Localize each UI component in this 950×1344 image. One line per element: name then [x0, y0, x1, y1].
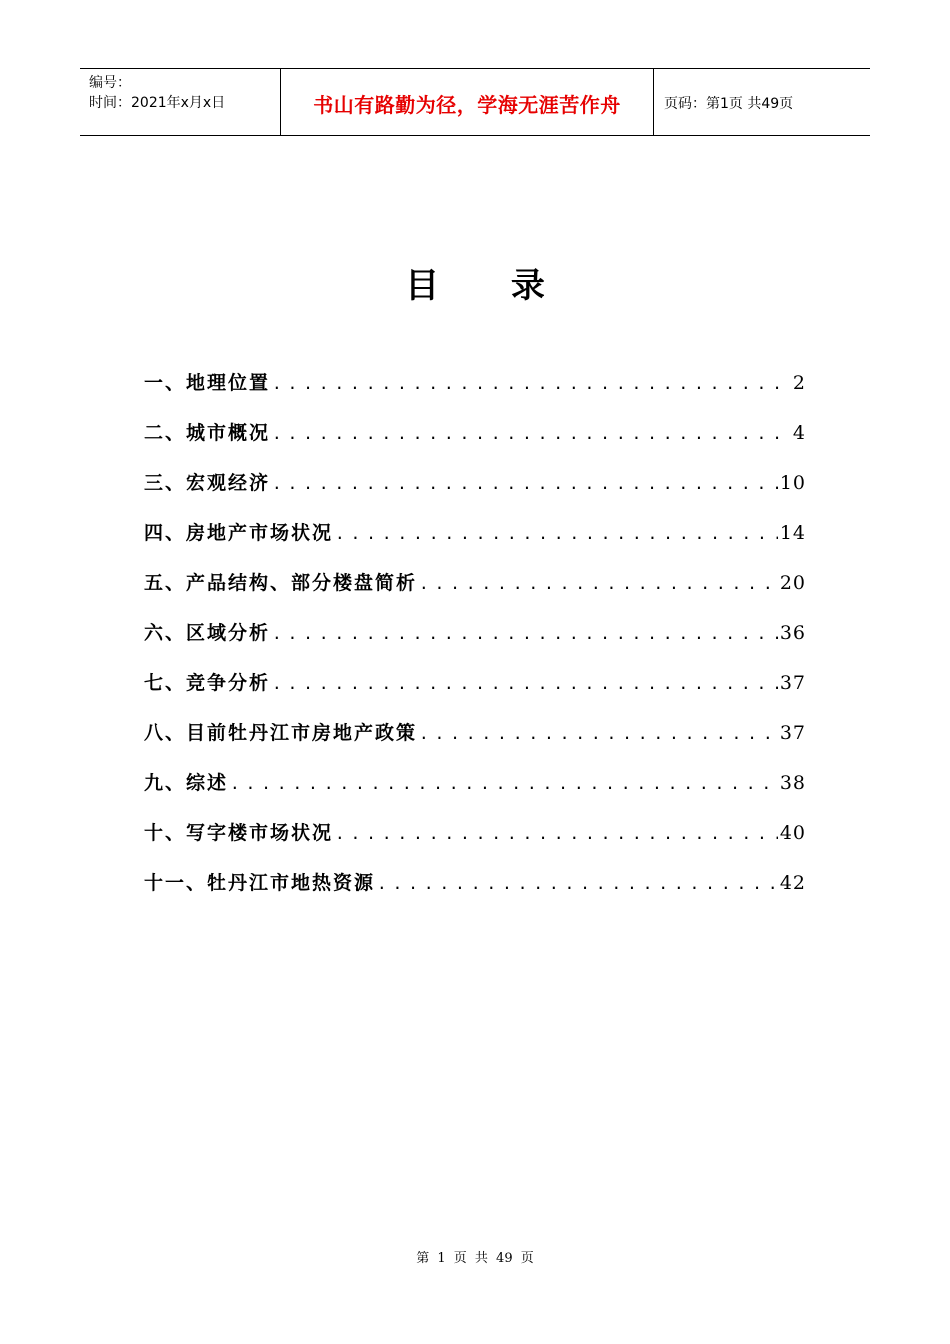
toc-leader-dots: [419, 724, 778, 743]
toc-item[interactable]: [144, 768, 806, 818]
toc-leader-dots: [335, 524, 778, 543]
toc-item-page: 2: [792, 372, 806, 394]
toc-item-label: 九、综述: [144, 772, 229, 794]
toc-item-page: 40: [779, 822, 806, 844]
toc-item[interactable]: [144, 518, 806, 568]
document-time-label: 时间：2021年x月x日: [89, 95, 226, 111]
toc-item-label: 六、区域分析: [144, 622, 271, 644]
toc-item-label: 十一、牡丹江市地热资源: [144, 872, 376, 894]
toc-item[interactable]: [144, 868, 806, 918]
toc-leader-dots: [272, 474, 778, 493]
toc-item-page: 4: [792, 422, 806, 444]
document-number-label: 编号：: [89, 75, 131, 91]
toc-item-label: 二、城市概况: [144, 422, 271, 444]
toc-item[interactable]: [144, 418, 806, 468]
toc-leader-dots: [335, 824, 778, 843]
toc-leader-dots: [377, 874, 778, 893]
toc-item-label: 五、产品结构、部分楼盘简析: [144, 572, 418, 594]
toc-item-page: 10: [779, 472, 806, 494]
toc-leader-dots: [272, 374, 791, 393]
toc-item-page: 14: [779, 522, 806, 544]
toc-item-page: 37: [779, 672, 806, 694]
toc-leader-dots: [272, 674, 778, 693]
toc-item[interactable]: [144, 468, 806, 518]
toc-item-page: 37: [779, 722, 806, 744]
header-page-info: 页码：第1页 共49页: [664, 96, 794, 112]
toc-item[interactable]: [144, 718, 806, 768]
toc-item[interactable]: [144, 618, 806, 668]
toc-item-label: 八、目前牡丹江市房地产政策: [144, 722, 418, 744]
table-of-contents: [144, 368, 806, 918]
toc-leader-dots: [272, 624, 778, 643]
toc-item-label: 四、房地产市场状况: [144, 522, 334, 544]
toc-leader-dots: [272, 424, 791, 443]
toc-item[interactable]: [144, 818, 806, 868]
toc-item[interactable]: [144, 568, 806, 618]
page-footer: 第 1 页 共 49 页: [416, 1251, 534, 1266]
toc-leader-dots: [230, 774, 778, 793]
toc-item[interactable]: [144, 668, 806, 718]
toc-leader-dots: [419, 574, 778, 593]
page-title: 目 录: [405, 266, 575, 306]
header-motto: 书山有路勤为径，学海无涯苦作舟: [281, 69, 654, 135]
toc-item-page: 36: [779, 622, 806, 644]
page-header: [80, 68, 870, 136]
header-meta-cell: [80, 69, 281, 135]
toc-item-label: 七、竞争分析: [144, 672, 271, 694]
toc-item[interactable]: [144, 368, 806, 418]
toc-item-page: 20: [779, 572, 806, 594]
toc-item-page: 42: [779, 872, 806, 894]
toc-item-page: 38: [779, 772, 806, 794]
toc-item-label: 一、地理位置: [144, 372, 271, 394]
toc-item-label: 十、写字楼市场状况: [144, 822, 334, 844]
toc-item-label: 三、宏观经济: [144, 472, 271, 494]
